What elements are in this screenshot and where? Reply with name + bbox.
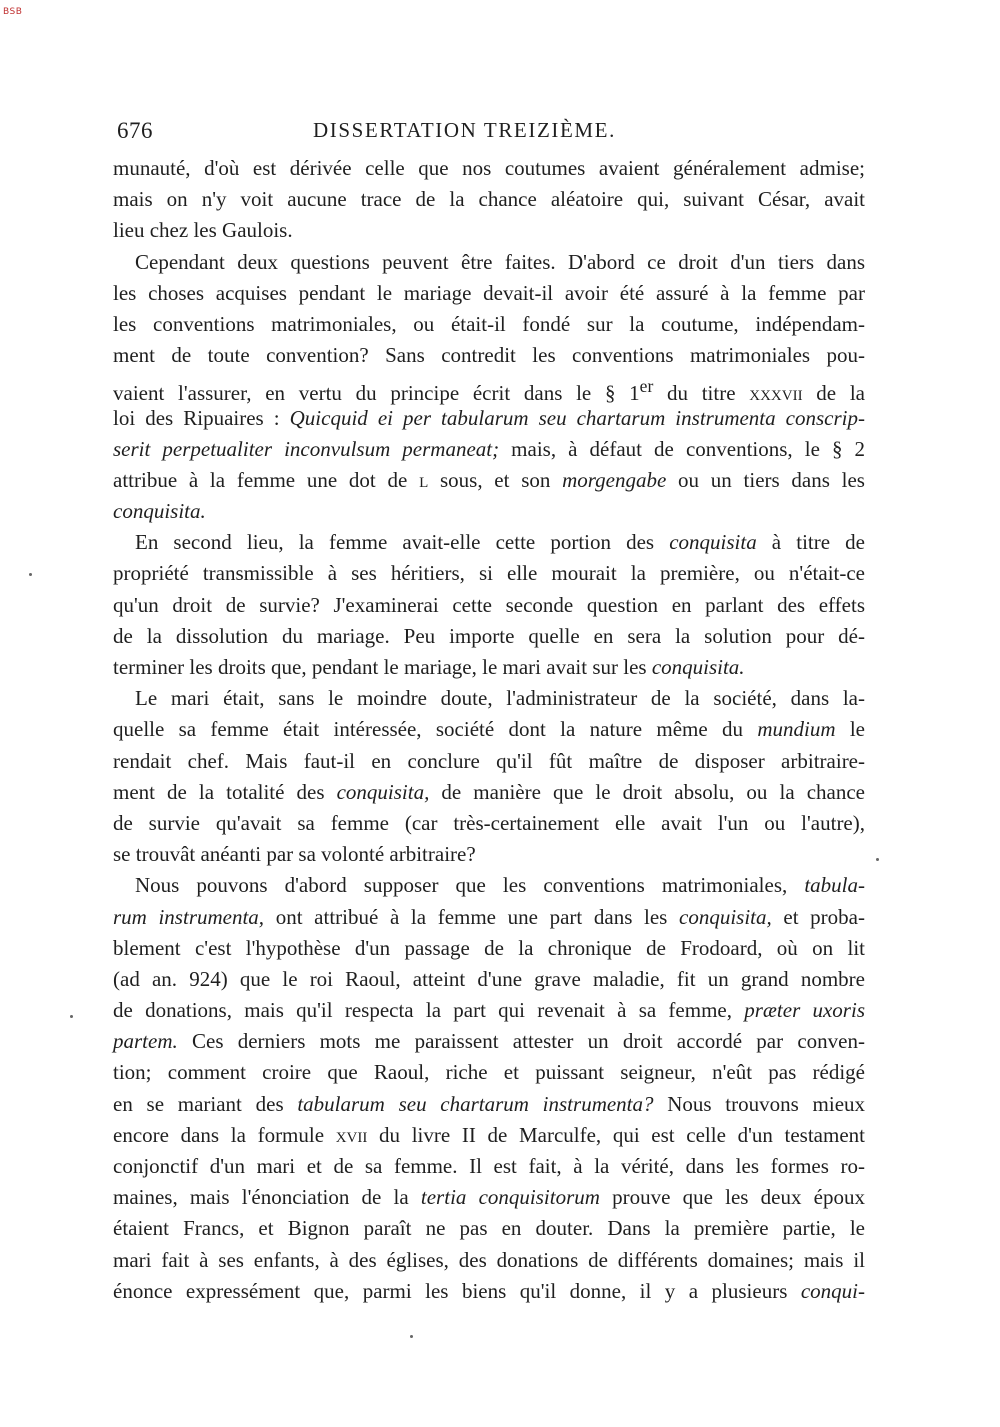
text-line (113, 558, 865, 589)
italic-text: tabula- (804, 873, 865, 898)
italic-text: serit perpetualiter inconvulsum permaneat; (113, 436, 500, 461)
text-line (113, 1026, 865, 1057)
text-segment: de la dissolution du mariage. Peu importe quelle en sera la solution pour dé- (113, 623, 865, 648)
text-segment: quelle sa femme était intéressée, société dont la nature même du (113, 717, 758, 742)
text-line (113, 808, 865, 839)
text-line (113, 371, 865, 406)
text-line (113, 1213, 865, 1244)
text-line (113, 527, 865, 558)
text-line (113, 902, 865, 933)
italic-text: præter uxoris (744, 998, 865, 1023)
text-segment: xvii (335, 1122, 368, 1147)
text-line (113, 184, 865, 215)
text-segment: énonce expressément que, parmi les biens qu'il donne, il y a plusieurs (113, 1278, 801, 1303)
italic-text: Quicquid ei per tabularum seu chartarum instrumenta conscrip- (289, 405, 865, 430)
scan-speck (70, 1015, 73, 1018)
text-line (113, 652, 865, 683)
italic-text: conquisita. (113, 499, 206, 524)
text-segment: les choses acquises pendant le mariage devait-il avoir été assuré à la femme par (113, 280, 865, 305)
text-line (113, 777, 865, 808)
text-segment: ment de toute convention? Sans contredit les conventions matrimoniales pou- (113, 343, 865, 368)
text-segment: se trouvât anéanti par sa volonté arbitraire? (113, 842, 476, 867)
text-segment: ment de la totalité des (113, 779, 337, 804)
text-segment: blement c'est l'hypothèse d'un passage de la chronique de Frodoard, où on lit (113, 935, 865, 960)
text-line (113, 995, 865, 1026)
running-title: DISSERTATION TREIZIÈME. (313, 118, 616, 142)
text-segment: de manière que le droit absolu, ou la chance (429, 779, 865, 804)
text-line (113, 278, 865, 309)
library-stamp: BSB (3, 7, 23, 17)
text-segment: ont attribué à la femme une part dans les (264, 904, 679, 929)
text-line (113, 496, 865, 527)
text-segment: ou un tiers dans les (666, 467, 865, 492)
text-segment: à titre de (756, 530, 865, 555)
text-segment: terminer les droits que, pendant le mariage, le mari avait sur les (113, 655, 652, 679)
text-line (113, 1120, 865, 1151)
text-segment: de la (802, 381, 865, 406)
italic-text: morgengabe (562, 467, 667, 492)
text-line (113, 746, 865, 777)
text-segment: mais on n'y voit aucune trace de la chance aléatoire qui, suivant César, avait (113, 187, 865, 212)
text-segment: conjonctif d'un mari et de sa femme. Il est fait, à la vérité, dans les formes ro- (113, 1154, 865, 1178)
text-segment: qu'un droit de survie? J'examinerai cette seconde question en parlant des effets (113, 592, 865, 617)
text-line (113, 340, 865, 371)
text-segment: vaient l'assurer, en vertu du principe écrit dans le § 1 (113, 381, 640, 406)
text-line (113, 1276, 865, 1307)
text-line (113, 683, 865, 714)
text-segment: Cependant deux questions peuvent être faites. D'abord ce droit d'un tiers dans (135, 249, 865, 274)
text-line (113, 153, 865, 184)
italic-text: partem. (113, 1029, 178, 1054)
italic-text: tertia conquisitorum (420, 1185, 600, 1210)
scan-speck (410, 1335, 413, 1338)
text-segment: étaient Francs, et Bignon paraît ne pas en douter. Dans la première partie, le (113, 1216, 865, 1241)
text-line (113, 590, 865, 621)
text-segment: et proba- (771, 904, 865, 929)
italic-text: mundium (757, 717, 836, 742)
text-segment: munauté, d'où est dérivée celle que nos coutumes avaient généralement admise; (113, 156, 865, 180)
text-segment: rendait chef. Mais faut-il en conclure qu'il fût maître de disposer arbitraire- (113, 748, 865, 773)
italic-text: tabularum seu chartarum instrumenta? (297, 1091, 654, 1116)
text-segment: En second lieu, la femme avait-elle cette portion des (135, 530, 670, 555)
text-segment: le (835, 717, 866, 742)
text-segment: maines, mais l'énonciation de la (113, 1185, 421, 1210)
text-line (113, 465, 865, 496)
text-line (113, 247, 865, 278)
text-line (113, 714, 865, 745)
text-segment: encore dans la formule (113, 1122, 336, 1147)
text-line (113, 933, 865, 964)
text-line (113, 1151, 865, 1182)
italic-text: conquisita, (679, 904, 772, 929)
body-text (113, 153, 865, 1307)
italic-text: conquisita (669, 530, 757, 555)
text-segment: sous, et son (428, 467, 563, 492)
italic-text: rum instrumenta, (113, 904, 265, 929)
text-segment: lieu chez les Gaulois. (113, 218, 293, 243)
text-segment: Nous pouvons d'abord supposer que les conventions matrimoniales, (135, 873, 805, 898)
text-segment: tion; comment croire que Raoul, riche et puissant seigneur, n'eût pas rédigé (113, 1060, 865, 1085)
text-segment: de donations, mais qu'il respecta la part qui revenait à sa femme, (113, 998, 745, 1023)
page-number: 676 (117, 118, 153, 143)
italic-text: conquisita, (336, 779, 430, 804)
page-header (113, 118, 865, 148)
text-segment: prouve que les deux époux (599, 1185, 865, 1210)
text-line (113, 1057, 865, 1088)
text-segment: Le mari était, sans le moindre doute, l'administrateur de la société, dans la- (135, 686, 865, 711)
text-segment: l (419, 467, 429, 492)
text-line (113, 1245, 865, 1276)
text-segment: en se mariant des (113, 1091, 298, 1116)
text-segment: propriété transmissible à ses héritiers, si elle mourait la première, ou n'était-ce (113, 561, 865, 586)
scan-speck (29, 573, 32, 576)
text-line (113, 870, 865, 901)
superscript-text: er (639, 376, 654, 397)
text-segment: mari fait à ses enfants, à des églises, des donations de différents domaines; mais il (113, 1247, 865, 1272)
text-segment: xxxvii (749, 381, 803, 406)
text-line (113, 839, 865, 870)
text-segment: mais, à défaut de conventions, le § 2 (499, 436, 866, 461)
text-segment: du titre (653, 381, 750, 406)
text-line (113, 1182, 865, 1213)
scan-speck (876, 858, 879, 861)
text-line (113, 434, 865, 465)
text-segment: les conventions matrimoniales, ou était-il fondé sur la coutume, indépendam- (113, 311, 865, 336)
italic-text: conquisita. (651, 655, 745, 679)
text-segment: loi des Ripuaires : (113, 405, 290, 430)
text-segment: (ad an. 924) que le roi Raoul, atteint d'une grave maladie, fit un grand nombre (113, 966, 865, 991)
text-segment: de survie qu'avait sa femme (car très-certainement elle avait l'un ou l'autre), (113, 810, 865, 835)
text-line (113, 309, 865, 340)
text-line (113, 215, 865, 246)
text-line (113, 1089, 865, 1120)
text-segment: du livre II de Marculfe, qui est celle d'un testament (367, 1122, 865, 1147)
text-segment: Ces derniers mots me paraissent attester un droit accordé par conven- (177, 1029, 865, 1054)
text-segment: attribue à la femme une dot de (113, 467, 420, 492)
text-line (113, 621, 865, 652)
italic-text: conqui- (800, 1278, 865, 1303)
text-segment: Nous trouvons mieux (653, 1091, 866, 1116)
text-line (113, 403, 865, 434)
text-line (113, 964, 865, 995)
